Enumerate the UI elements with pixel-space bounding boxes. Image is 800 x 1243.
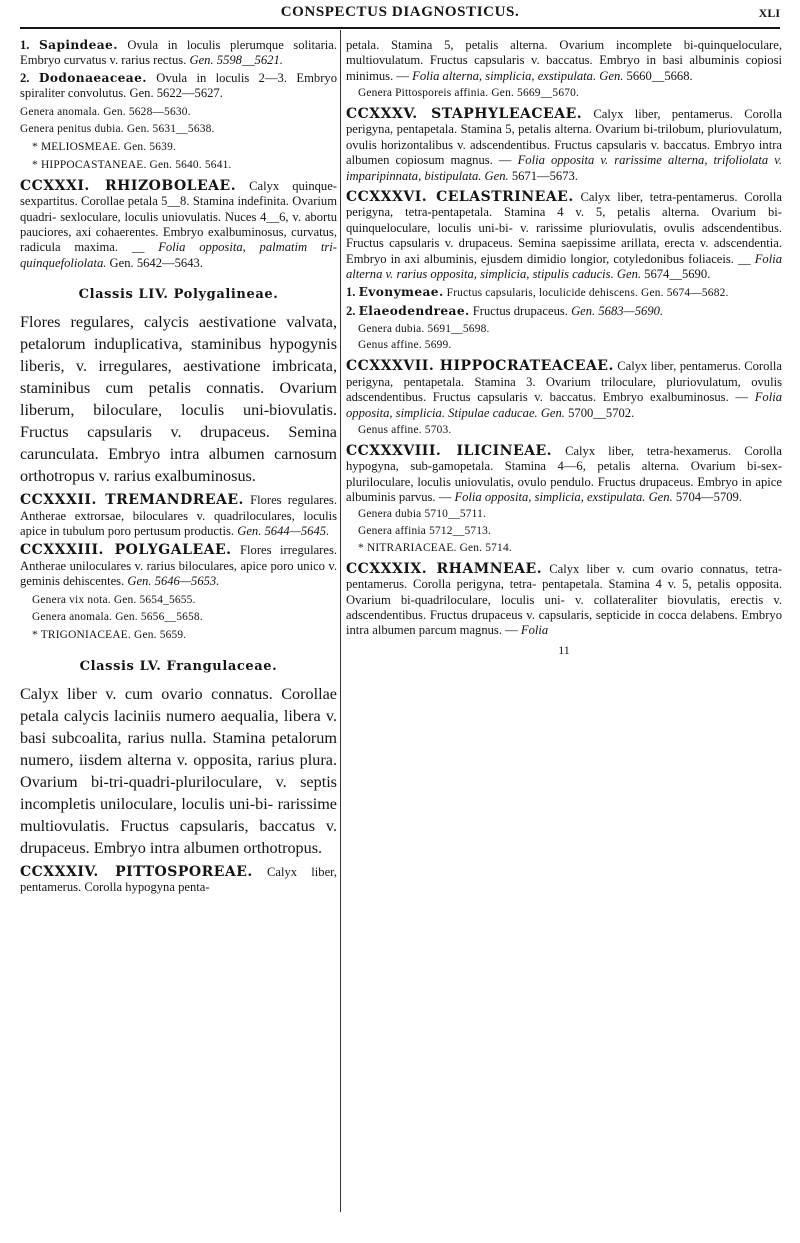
genera-line: Genera anomala. Gen. 5628—5630. [20, 105, 191, 118]
genera-line: Genera dubia 5710__5711. [358, 508, 487, 521]
column-divider [340, 30, 341, 1212]
classis-heading: Classis LIV. Polygalineae. [78, 287, 279, 303]
genera-line: * TRIGONIACEAE. Gen. 5659. [32, 629, 187, 642]
subfamily-elaeodendreae: 2. Elaeodendreae. Fructus drupaceus. Gen. 5683—5690. [346, 304, 664, 319]
genera-line: Genera vix nota. Gen. 5654_5655. [32, 593, 196, 606]
header-rule [20, 27, 780, 29]
order-rhizoboleae: CCXXXI. RHIZOBOLEAE. Calyx quinque-sexpartitus. Corollae petala 5__8. Stamina indefinita. Ovarium quadri- sexloculare, loculis uniovulatis. Nuces 4__6, v. abortu pauciores, axi cohaerentes. Embryo exalbuminosus, curvatus, radicula maxima. __ Folia opposita, palmatim tri-quinquefoliolata. Gen. 5642—5643. [20, 177, 337, 270]
order-ilicineae: CCXXXVIII. ILICINEAE. Calyx liber, tetra-hexamerus. Corolla hypogyna, sub-gamopetala. Stamina 4—6, petalis alterna. Ovarium bi-sex-pluriloculare, loculis uniovulatis, ovulo pendulo. Fructus drupaceus. Embryo in apice albuminis parvus. — Folia opposita, simplicia, exstipulata. Gen. 5704—5709. [346, 442, 783, 504]
subfamily-sapindeae: 1. Sapindeae. Ovula in loculis plerumque solitaria. Embryo curvatus v. rarius rectus. Gen. 5598__5621. [20, 38, 338, 68]
genera-line: Genera affinia 5712__5713. [358, 525, 492, 538]
order-hippocrateaceae: CCXXXVII. HIPPOCRATEACEAE. Calyx liber, pentamerus. Corolla perigyna, pentapetala. Stamina 3. Ovarium triloculare, pluriovulatum, ovulis adscendentibus. Fructus capsularis v. baccatus. Embryo exalbuminosus. — Folia opposita, simplicia. Stipulae caducae. Gen. 5700__5702. [346, 358, 783, 420]
genera-line: * MELIOSMEAE. Gen. 5639. [32, 141, 177, 154]
order-rhamneae: CCXXXIX. RHAMNEAE. Calyx liber v. cum ovario connatus, tetra-pentamerus. Corolla perigyna, tetra- pentapetala. Stamina 4 v. 5, petalis opposita. Ovarium bi-quadriloculare, loculis uni- v. collateraliter biovulatis, erectis v. adscendentibus. Fructus drupaceus v. capsularis, septicide in cocca delabens. Embryo intra albumen parcum magnus. — Folia [346, 560, 782, 638]
subfamily-evonymeae: 1. Evonymeae. Fructus capsularis, loculicide dehiscens. Gen. 5674—5682. [346, 285, 729, 300]
order-pittosporeae-cont: petala. Stamina 5, petalis alterna. Ovarium incomplete bi-quinqueloculare, multiovulatum. Fructus capsularis v. baccatus. Embryo in basi albuminis copiosi minimus. — Folia alterna, simplicia, exstipulata. Gen. 5660__5668. [346, 38, 782, 83]
genera-line: Genus affine. 5699. [358, 339, 452, 352]
page-header [20, 4, 780, 24]
genera-line: Genera penitus dubia. Gen. 5631__5638. [20, 123, 215, 136]
right-column [346, 38, 782, 658]
genera-line: Genera Pittosporeis affinia. Gen. 5669__5670. [358, 87, 580, 100]
left-column [20, 38, 337, 896]
subfamily-dodonaeaceae: 2. Dodonaeaceae. Ovula in loculis 2—3. Embryo spiraliter convolutus. Gen. 5622—5627. [20, 70, 337, 101]
classis-heading: Classis LV. Frangulaceae. [79, 659, 278, 675]
page-number: XLI [758, 6, 780, 20]
genera-line: Genus affine. 5703. [358, 423, 452, 436]
order-staphyleaceae: CCXXXV. STAPHYLEACEAE. Calyx liber, pentamerus. Corolla perigyna, pentapetala. Stamina 5, petalis alterna. Ovarium bi-trilobum, pluriovulatum, ovulis horizontalibus v. adscendentibus. Fructus capsularis v. baccatus. Embryo intra albumen copiosum magnus. — Folia opposita v. rarissime alterna, trifoliolata v. imparipinnata, bistipulata. Gen. 5671—5673. [346, 106, 783, 183]
classis-description: Flores regulares, calycis aestivatione valvata, petalorum induplicativa, staminibus hypogynis liberis, v. irregulares, aestivatione imbricata, staminibus cum petalis connatis. Ovarium liberum, biloculare, loculis uni-biovulatis. Fructus capsularis v. drupaceus. Semina carunculata. Embryo intra albumen carnosum orthotropus v. rarius exalbuminosus. [20, 313, 337, 486]
running-title: CONSPECTUS DIAGNOSTICUS. [280, 4, 520, 20]
order-polygaleae: CCXXXIII. POLYGALEAE. Flores irregulares. Antherae uniloculares v. rarius biloculares, apice poro unico v. geminis dehiscentes. Gen. 5646—5653. [20, 542, 338, 589]
signature-mark: 11 [558, 642, 570, 657]
order-celastrineae: CCXXXVI. CELASTRINEAE. Calyx liber, tetra-pentamerus. Corolla perigyna, tetra-pentapetala. Stamina 4 v. 5, petalis alterna. Ovarium bi-quinqueloculare, loculis uni-bi- v. rarissime pluriovulatis, ovulis adscendentibus. Fructus capsularis v. drupaceus. Semina saepissime arillata, erecta v. adscendentia. Embryo in axi albuminis, ejusdem dimidio longior, cotyledonibus foliaceis. __ Folia alterna v. rarius opposita, simplicia, stipulis caducis. Gen. 5674__5690. [346, 189, 783, 282]
genera-line: * NITRARIACEAE. Gen. 5714. [358, 541, 512, 554]
genera-line: Genera dubia. 5691__5698. [358, 322, 490, 335]
classis-description: Calyx liber v. cum ovario connatus. Corollae petala calycis laciniis numero aequalia, libera v. basi subcoalita, rarius nulla. Stamina petalorum numero, iisdem alterna v. opposita, rarius plura. Ovarium bi-tri-quadri-pluriloculare, v. septis incompletis uniloculare, loculis uni-bi- rarissime multiovulatis. Fructus capsularis, baccatus v. drupaceus. Embryo intra albumen orthotropus. [20, 685, 337, 858]
order-tremandreae: CCXXXII. TREMANDREAE. Flores regulares. Antherae extrorsae, biloculares v. quadriloculares, loculis apice in tubulum poro pertusum productis. Gen. 5644—5645. [20, 492, 337, 539]
order-pittosporeae: CCXXXIV. PITTOSPOREAE. Calyx liber, pentamerus. Corolla hypogyna penta- [20, 864, 337, 895]
genera-line: Genera anomala. Gen. 5656__5658. [32, 611, 203, 624]
genera-line: * HIPPOCASTANEAE. Gen. 5640. 5641. [32, 159, 232, 172]
